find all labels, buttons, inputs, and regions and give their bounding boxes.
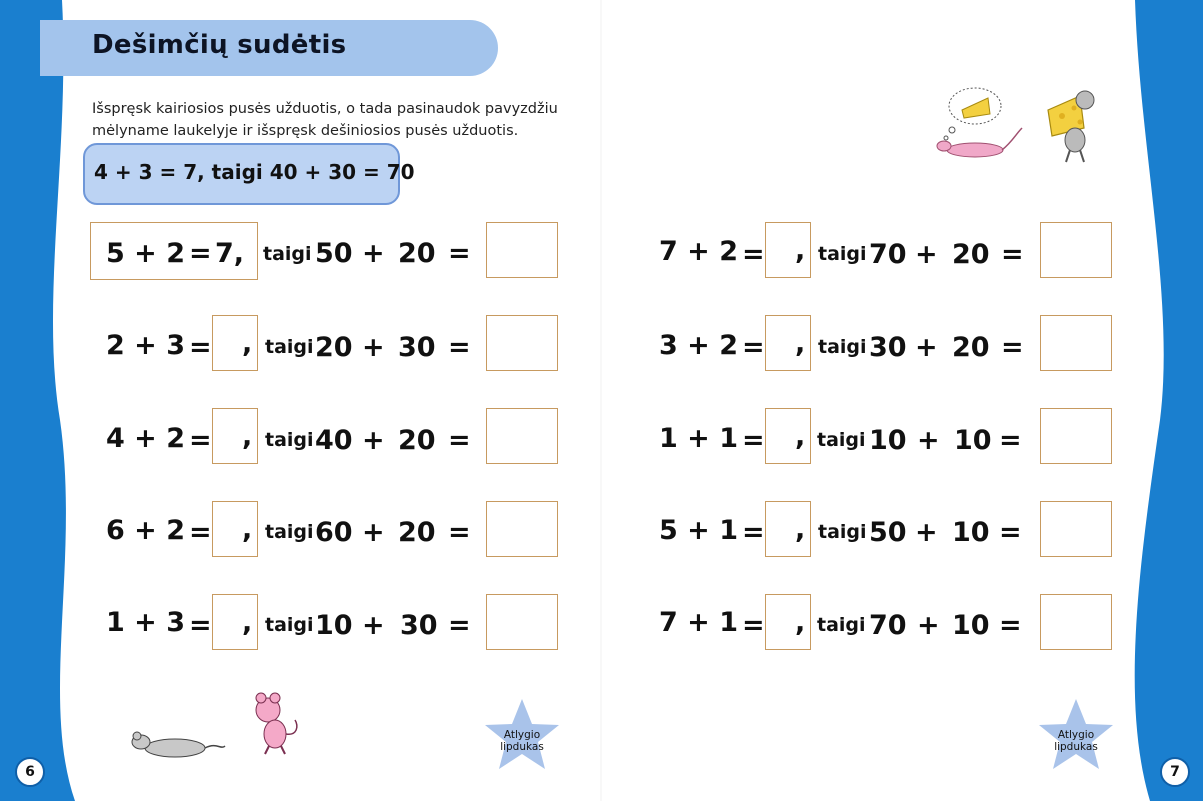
row-3-comma: , bbox=[242, 421, 253, 452]
row-3-answer-box[interactable] bbox=[486, 408, 558, 464]
right-row-3-tens-2: 10 bbox=[954, 425, 992, 456]
right-row-1-plus: + bbox=[915, 239, 938, 270]
right-row-5-addition: 7 + 1 bbox=[659, 607, 738, 638]
reward-sticker-label: Atlygio lipdukas bbox=[500, 729, 544, 753]
right-row-5-tens-2: 10 bbox=[952, 610, 990, 641]
right-row-3-answer-box[interactable] bbox=[1040, 408, 1112, 464]
right-row-2-addition: 3 + 2 bbox=[659, 330, 738, 361]
right-row-2-taigi: taigi bbox=[818, 336, 867, 358]
right-row-2-answer-box[interactable] bbox=[1040, 315, 1112, 371]
right-row-3-equals: = bbox=[742, 425, 765, 456]
right-row-2-plus: + bbox=[915, 332, 938, 363]
row-2-addition: 2 + 3 bbox=[106, 330, 185, 361]
right-row-4-equals-2: = bbox=[999, 517, 1022, 548]
right-row-4-answer-box[interactable] bbox=[1040, 501, 1112, 557]
right-row-3-taigi: taigi bbox=[817, 429, 866, 451]
row-1-equals-2: = bbox=[448, 238, 471, 269]
right-row-5-tens-1: 70 bbox=[869, 610, 907, 641]
row-2-plus: + bbox=[362, 332, 385, 363]
right-row-2-equals: = bbox=[742, 332, 765, 363]
row-5-taigi: taigi bbox=[265, 614, 314, 636]
row-4-addition: 6 + 2 bbox=[106, 515, 185, 546]
page-title: Dešimčių sudėtis bbox=[92, 30, 347, 60]
right-row-4-equals: = bbox=[742, 517, 765, 548]
row-4-plus: + bbox=[362, 517, 385, 548]
right-row-5-comma: , bbox=[795, 607, 806, 638]
example-text: 4 + 3 = 7, taigi 40 + 30 = 70 bbox=[94, 160, 415, 184]
row-5-plus: + bbox=[362, 610, 385, 641]
instructions bbox=[92, 98, 592, 142]
right-row-4-comma: , bbox=[795, 514, 806, 545]
row-1-tens-1: 50 bbox=[315, 238, 353, 269]
right-row-5-equals-2: = bbox=[999, 610, 1022, 641]
right-row-2-comma: , bbox=[795, 328, 806, 359]
page-number-right: 7 bbox=[1160, 757, 1190, 787]
row-3-equals: = bbox=[189, 425, 212, 456]
row-2-equals: = bbox=[189, 332, 212, 363]
row-5-tens-2: 30 bbox=[400, 610, 438, 641]
row-5-equals: = bbox=[189, 610, 212, 641]
row-4-comma: , bbox=[242, 514, 253, 545]
row-1-result: 7, bbox=[215, 238, 245, 269]
row-1-plus: + bbox=[362, 238, 385, 269]
row-4-equals-2: = bbox=[448, 517, 471, 548]
bottom-mice-illustration bbox=[125, 690, 335, 770]
right-row-3-addition: 1 + 1 bbox=[659, 423, 738, 454]
right-row-5-taigi: taigi bbox=[817, 614, 866, 636]
right-row-5-plus: + bbox=[917, 610, 940, 641]
right-row-1-equals-2: = bbox=[1001, 239, 1024, 270]
row-1-answer-box[interactable] bbox=[486, 222, 558, 278]
right-row-1-tens-1: 70 bbox=[869, 239, 907, 270]
row-4-answer-box[interactable] bbox=[486, 501, 558, 557]
row-3-taigi: taigi bbox=[265, 429, 314, 451]
row-5-equals-2: = bbox=[448, 610, 471, 641]
right-row-1-answer-box[interactable] bbox=[1040, 222, 1112, 278]
row-2-comma: , bbox=[242, 328, 253, 359]
row-4-tens-2: 20 bbox=[398, 517, 436, 548]
right-row-5-equals: = bbox=[742, 610, 765, 641]
right-row-3-tens-1: 10 bbox=[869, 425, 907, 456]
gray-mouse-holding-cheese bbox=[1048, 91, 1094, 162]
right-row-4-taigi: taigi bbox=[818, 521, 867, 543]
right-row-2-equals-2: = bbox=[1001, 332, 1024, 363]
row-1-addition: 5 + 2 bbox=[106, 238, 185, 269]
row-2-taigi: taigi bbox=[265, 336, 314, 358]
right-row-3-equals-2: = bbox=[999, 425, 1022, 456]
row-3-tens-1: 40 bbox=[315, 425, 353, 456]
row-2-equals-2: = bbox=[448, 332, 471, 363]
right-row-3-comma: , bbox=[795, 421, 806, 452]
row-5-tens-1: 10 bbox=[315, 610, 353, 641]
right-row-2-tens-2: 20 bbox=[952, 332, 990, 363]
right-row-4-tens-2: 10 bbox=[952, 517, 990, 548]
right-row-4-tens-1: 50 bbox=[869, 517, 907, 548]
instruction-line-1: Išspręsk kairiosios pusės užduotis, o tada pasinaudok pavyzdžiu bbox=[92, 101, 558, 117]
row-3-plus: + bbox=[362, 425, 385, 456]
row-2-tens-2: 30 bbox=[398, 332, 436, 363]
reward-sticker-right[interactable] bbox=[1036, 697, 1116, 773]
row-3-tens-2: 20 bbox=[398, 425, 436, 456]
right-row-1-tens-2: 20 bbox=[952, 239, 990, 270]
row-3-equals-2: = bbox=[448, 425, 471, 456]
row-5-addition: 1 + 3 bbox=[106, 607, 185, 638]
row-2-tens-1: 20 bbox=[315, 332, 353, 363]
right-row-4-addition: 5 + 1 bbox=[659, 515, 738, 546]
reward-sticker-left[interactable] bbox=[482, 697, 562, 773]
row-1-tens-2: 20 bbox=[398, 238, 436, 269]
right-row-1-comma: , bbox=[795, 235, 806, 266]
row-1-equals: = bbox=[189, 238, 212, 269]
right-row-3-plus: + bbox=[917, 425, 940, 456]
right-row-1-taigi: taigi bbox=[818, 243, 867, 265]
row-4-taigi: taigi bbox=[265, 521, 314, 543]
page-number-left: 6 bbox=[15, 757, 45, 787]
row-2-answer-box[interactable] bbox=[486, 315, 558, 371]
pink-mouse-standing bbox=[256, 693, 297, 754]
right-row-1-equals: = bbox=[742, 239, 765, 270]
row-5-comma: , bbox=[242, 607, 253, 638]
right-row-1-addition: 7 + 2 bbox=[659, 236, 738, 267]
row-3-addition: 4 + 2 bbox=[106, 423, 185, 454]
row-4-equals: = bbox=[189, 517, 212, 548]
right-row-4-plus: + bbox=[915, 517, 938, 548]
row-4-tens-1: 60 bbox=[315, 517, 353, 548]
reward-sticker-label: Atlygio lipdukas bbox=[1054, 729, 1098, 753]
right-row-5-answer-box[interactable] bbox=[1040, 594, 1112, 650]
instruction-line-2: mėlyname laukelyje ir išspręsk dešiniosios pusės užduotis. bbox=[92, 123, 519, 139]
row-1-taigi: taigi bbox=[263, 243, 312, 265]
sleeping-mouse-dreaming-cheese bbox=[937, 88, 1022, 157]
mice-cheese-illustration bbox=[930, 78, 1108, 168]
gray-mouse-lying bbox=[132, 732, 225, 757]
right-row-2-tens-1: 30 bbox=[869, 332, 907, 363]
row-5-answer-box[interactable] bbox=[486, 594, 558, 650]
